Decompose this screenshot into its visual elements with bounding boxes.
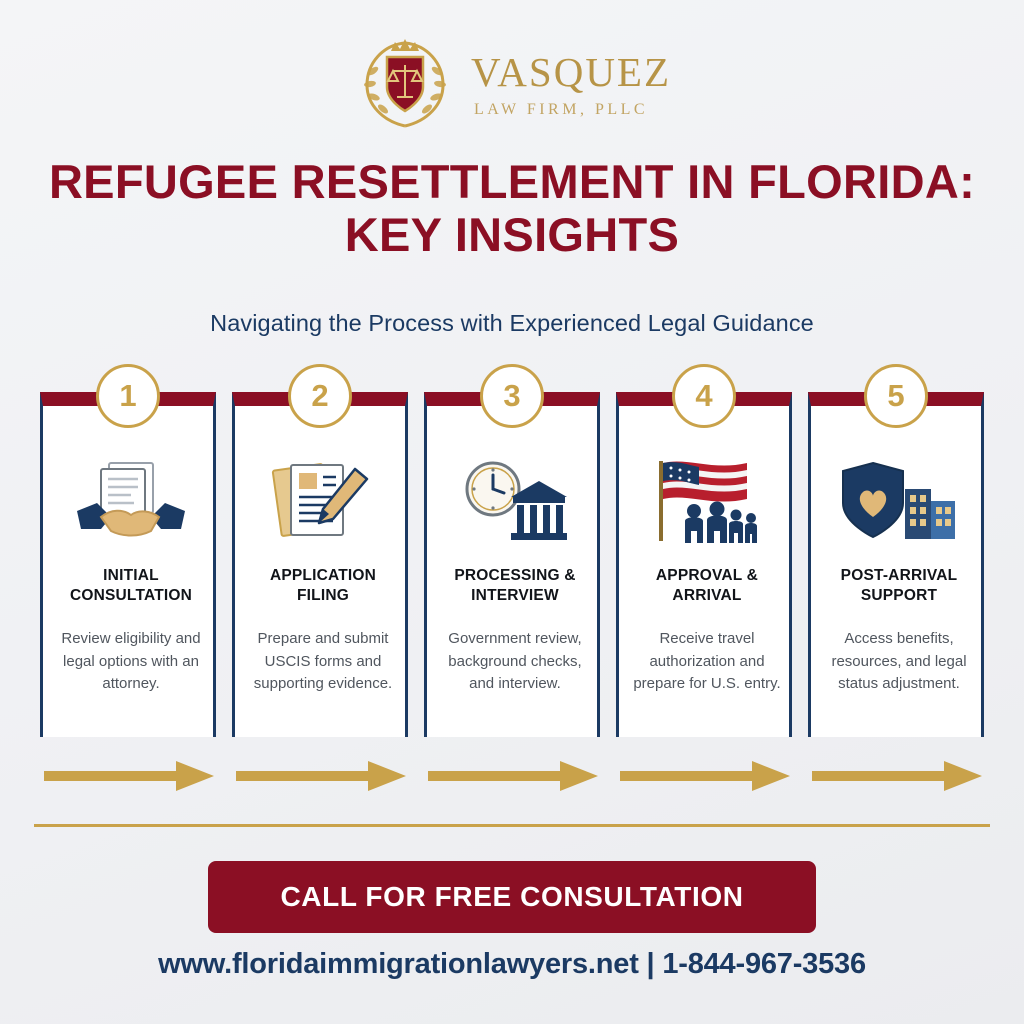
step-number-badge: 5 — [864, 364, 928, 428]
process-steps — [32, 378, 992, 802]
brand-logo — [0, 28, 1024, 138]
forms-and-pen-icon — [235, 448, 411, 558]
step-card-2 — [224, 378, 416, 802]
step-title: POST-ARRIVAL SUPPORT — [840, 567, 958, 605]
brand-wordmark — [470, 48, 672, 119]
step-description: Prepare and submit USCIS forms and supporting evidence. — [253, 630, 393, 692]
card-body — [424, 392, 600, 737]
section-divider — [34, 824, 990, 827]
flow-arrow-icon — [428, 759, 600, 793]
step-description: Access benefits, resources, and legal status adjustment. — [831, 630, 967, 692]
shield-heart-buildings-icon — [811, 448, 987, 558]
step-description: Receive travel authorization and prepare for U.S. entry. — [633, 630, 781, 692]
step-title: PROCESSING & INTERVIEW — [454, 567, 576, 605]
step-title: INITIAL CONSULTATION — [69, 567, 193, 605]
brand-name: VASQUEZ — [470, 48, 672, 95]
step-number-badge: 2 — [288, 364, 352, 428]
card-body — [40, 392, 216, 737]
step-title: APPLICATION FILING — [269, 567, 377, 605]
step-number-badge: 1 — [96, 364, 160, 428]
step-card-3 — [416, 378, 608, 802]
step-description: Review eligibility and legal options with an attorney. — [61, 630, 201, 692]
step-title: APPROVAL & ARRIVAL — [655, 567, 759, 605]
page-title: REFUGEE RESETTLEMENT IN FLORIDA: KEY INSIGHTS — [48, 155, 976, 261]
flow-arrow-icon — [620, 759, 792, 793]
call-for-free-consultation-button[interactable]: CALL FOR FREE CONSULTATION — [208, 861, 816, 933]
step-description: Government review, background checks, and interview. — [448, 630, 582, 692]
flow-arrow-icon — [44, 759, 216, 793]
scales-of-justice-crest-icon — [353, 31, 457, 135]
step-card-4 — [608, 378, 800, 802]
step-number-badge: 3 — [480, 364, 544, 428]
flow-arrow-icon — [236, 759, 408, 793]
flow-arrow-icon — [812, 759, 984, 793]
card-body — [616, 392, 792, 737]
brand-tagline: LAW FIRM, PLLC — [473, 100, 649, 118]
step-card-1 — [32, 378, 224, 802]
card-body — [808, 392, 984, 737]
footer-contact[interactable]: www.floridaimmigrationlawyers.net | 1-844-967-3536 — [158, 948, 866, 980]
clock-and-courthouse-icon — [427, 448, 603, 558]
step-card-5 — [800, 378, 992, 802]
us-flag-and-family-icon — [619, 448, 795, 558]
card-body — [232, 392, 408, 737]
page-subtitle: Navigating the Process with Experienced Legal Guidance — [210, 310, 814, 336]
handshake-document-icon — [43, 448, 219, 558]
step-number-badge: 4 — [672, 364, 736, 428]
